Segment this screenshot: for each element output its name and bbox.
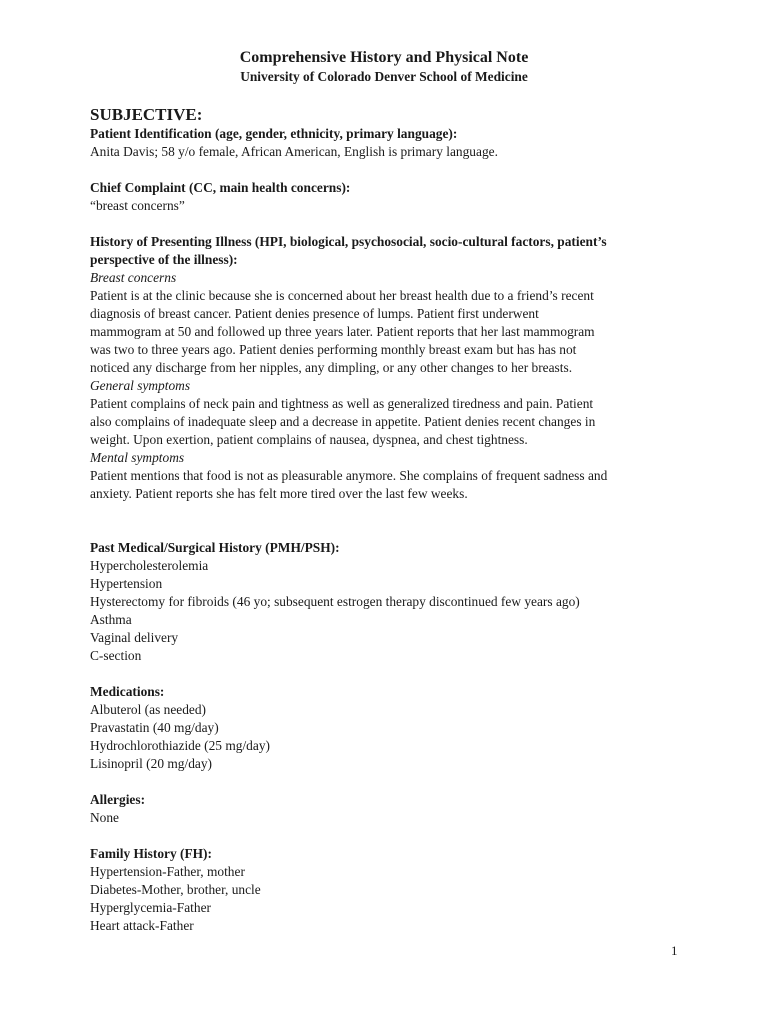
list-item: Hypercholesterolemia [90, 558, 209, 573]
list-item: C-section [90, 648, 142, 663]
list-item: Asthma [90, 612, 132, 627]
list-item: Lisinopril (20 mg/day) [90, 756, 212, 771]
paragraph-line: Patient complains of neck pain and tightness as well as generalized tiredness and pain. Patient [90, 396, 594, 411]
hpi-subheading-general: General symptoms [90, 378, 191, 393]
list-item: Hysterectomy for fibroids (46 yo; subsequent estrogen therapy discontinued few years ago) [90, 594, 580, 609]
paragraph-line: also complains of inadequate sleep and a decrease in appetite. Patient denies recent changes in [90, 414, 596, 429]
hpi-subheading-mental: Mental symptoms [90, 450, 185, 465]
list-item: Vaginal delivery [90, 630, 179, 645]
document-subtitle: University of Colorado Denver School of Medicine [240, 69, 528, 84]
paragraph-line: Patient mentions that food is not as pleasurable anymore. She complains of frequent sadness and [90, 468, 608, 483]
hpi-mental-paragraph [90, 467, 690, 503]
document-body [90, 104, 690, 935]
list-item: Hypertension [90, 576, 163, 591]
hpi-subheading-breast: Breast concerns [90, 270, 177, 285]
patient-id-label: Patient Identification (age, gender, ethnicity, primary language): [90, 126, 458, 141]
list-item: Diabetes-Mother, brother, uncle [90, 882, 261, 897]
list-item: Hydrochlorothiazide (25 mg/day) [90, 738, 270, 753]
paragraph-line: was two to three years ago. Patient denies performing monthly breast exam but has has not [90, 342, 577, 357]
medications-list [90, 701, 690, 773]
hpi-label-line-2: perspective of the illness): [90, 252, 238, 267]
paragraph-line: noticed any discharge from her nipples, any dimpling, or any other changes to her breasts. [90, 360, 573, 375]
paragraph-line: mammogram at 50 and followed up three years later. Patient reports that her last mammogram [90, 324, 595, 339]
paragraph-line: anxiety. Patient reports she has felt more tired over the last few weeks. [90, 486, 468, 501]
pmh-label: Past Medical/Surgical History (PMH/PSH): [90, 540, 340, 555]
subjective-heading: SUBJECTIVE: [90, 105, 203, 124]
chief-complaint-label: Chief Complaint (CC, main health concerns): [90, 180, 351, 195]
hpi-label-line-1: History of Presenting Illness (HPI, biological, psychosocial, socio-cultural factors, patient’s [90, 234, 607, 249]
paragraph-line: diagnosis of breast cancer. Patient denies presence of lumps. Patient first underwent [90, 306, 539, 321]
paragraph-line: Patient is at the clinic because she is concerned about her breast health due to a friend’s recent [90, 288, 594, 303]
family-history-list [90, 863, 690, 935]
page-number: 1 [671, 943, 678, 958]
list-item: Hypertension-Father, mother [90, 864, 245, 879]
paragraph-line: weight. Upon exertion, patient complains of nausea, dyspnea, and chest tightness. [90, 432, 528, 447]
list-item: Hyperglycemia-Father [90, 900, 211, 915]
list-item: Albuterol (as needed) [90, 702, 207, 717]
medications-label: Medications: [90, 684, 165, 699]
hpi-breast-paragraph [90, 287, 690, 377]
chief-complaint-text: “breast concerns” [90, 198, 185, 213]
list-item: Heart attack-Father [90, 918, 194, 933]
list-item: Pravastatin (40 mg/day) [90, 720, 219, 735]
document-title: Comprehensive History and Physical Note [239, 49, 529, 66]
pmh-list [90, 557, 690, 665]
allergies-label: Allergies: [90, 792, 146, 807]
hpi-general-paragraph [90, 395, 690, 449]
allergies-text: None [90, 810, 120, 825]
family-history-label: Family History (FH): [90, 846, 212, 861]
patient-id-text: Anita Davis; 58 y/o female, African American, English is primary language. [90, 144, 498, 159]
